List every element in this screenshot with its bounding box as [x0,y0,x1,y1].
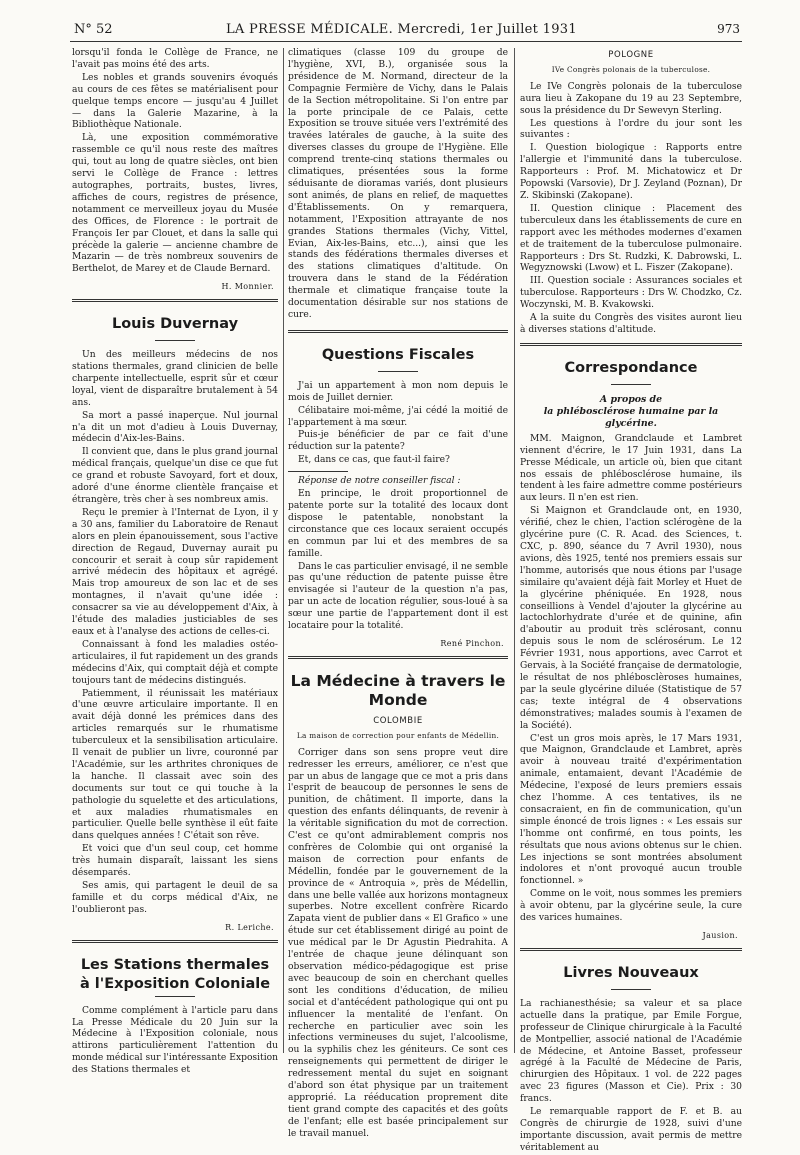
paragraph: Il convient que, dans le plus grand journal médical français, quelque'un dise ce que fut ce grand et robuste Savoyard, fort et doux, adoré d'une énorme clientèle française et étrangère, très cher à ses nombreux amis. [72,447,278,505]
paragraph: Les questions à l'ordre du jour sont les suivantes : [520,118,742,141]
title-underline [378,371,418,372]
header-rule [70,41,742,42]
signature: René Pinchon. [440,638,504,648]
journal-title: LA PRESSE MÉDICALE. Mercredi, 1er Juillet 1931 [226,22,577,37]
paragraph: Le IVe Congrès polonais de la tuberculose aura lieu à Zakopane du 19 au 23 Septembre, sous la présidence du Dr Sewevyn Sterling. [520,81,742,116]
paragraph: Les nobles et grands souvenirs évoqués au cours de ces fêtes se matérialisent pour quelque temps encore — jusqu'au 4 Juillet — dans la Galerie Mazarine, à la Bibliothèque Nationale. [72,72,278,131]
paragraph: lorsqu'il fonda le Collège de France, ne l'avait pas moins été des arts. [72,48,278,70]
paragraph: climatiques (classe 109 du groupe de l'hygiène, XVI, B.), organisée sous la présidence de M. Normand, directeur de la Compagnie Fermière de Vichy, dans le Palais de la Section métropolitaine. Si l'on entre par la porte principale de ce Palais, cette Exposition se trouve située vers l'extrémité des travées latérales de gauche, à la suite des diverses classes du groupe de l'Hygiène. Elle comprend trente-cinq stations thermales ou climatiques, présentées sous la forme séduisante de dioramas variés, dont plusieurs sont animés, de plans en relief, de maquettes d'Établissements. On y remarquera, notamment, l'Exposition attrayante de nos grandes Stations thermales (Vichy, Vittel, Evian, Aix-les-Bains, etc...), ainsi que les stands des fédérations thermales diverses et des stations climatiques d'altitude. On trouvera dans le stand de la Fédération thermale et climatique française toute la documentation désirable sur nos stations de cure. [288,48,508,320]
section-divider [288,656,508,660]
column-2 [288,48,508,1139]
paragraph: Connaissant à fond les maladies ostéo-articulaires, il fut rapidement un des grands médecins d'Aix, qui comptait déjà et compte toujours tant de médecins distingués. [72,639,278,686]
paragraph: III. Question sociale : Assurances sociales et tuberculose. Rapporteurs : Drs W. Chodzko, Cz. Woczynski, M. B. Kvakowski. [520,276,742,311]
section-divider [72,940,278,944]
paragraph: Comme complément à l'article paru dans La Presse Médicale du 20 Juin sur la Médecine à l'Exposition coloniale, nous attirons particulièrement l'attention du monde médical sur l'intéressante Exposition des Stations thermales et [72,1005,278,1076]
paragraph: II. Question clinique : Placement des tuberculeux dans les établissements de cure en rapport avec les méthodes modernes d'examen et de traitement de la tuberculose pulmonaire. Rapporteurs : Drs St. Rudzki, K. Dabrowski, L. Wegyznowski (Lwow) et L. Fiszer (Zakopane). [520,203,742,274]
paragraph: Patiemment, il réunissait les matériaux d'une œuvre articulaire importante. Il en avait déjà donné les prémices dans des articles remarqués sur le rhumatisme tuberculeux et la sensibilisation articulaire. Il venait de publier un livre, couronné par l'Académie, sur les arthrites chroniques de la hanche. Il classait avec soin des documents sur tout ce qui touche à la pathologie du squelette et des articulations, et aux maladies rhumatismales en particulier. Quelle belle synthèse il eût faite dans quelques années ! C'était son rêve. [72,688,278,842]
paragraph: Corriger dans son sens propre veut dire redresser les erreurs, améliorer, ce n'est que par un abus de langage que ce mot a pris dans l'esprit de beaucoup de personnes le sens de punition, de châtiment. Il importe, dans la question des enfants délinquants, de revenir à la véritable signification du mot de correction. C'est ce qu'ont admirablement compris nos confrères de Colombie qui ont organisé la maison de correction pour enfants de Médellin, fondée par le gouvernement de la province de « Antroquia », près de Médellin, dans une belle vallée aux horizons montagneux superbes. Notre excellent confrère Ricardo Zapata vient de publier dans « El Grafico » une étude sur cet établissement dirigé au point de vue médical par le Dr Agustin Piedrahita. A l'entrée de chaque jeune délinquant son observation médico-pédagogique est prise avec beaucoup de soin en cherchant quelles sont les conditions d'éducation, de milieu social et d'antécédent pathologique qui ont pu influencer la mentalité de l'enfant. On recherche en particulier avec soin les infections vermineuses du sujet, l'alcoolisme, ou la syphilis chez les géniteurs. Ce sont ces renseignements qui permettent de diriger le redressement mental du sujet en soignant d'abord son état physique par un traitement approprié. La rééducation proprement dite tient grand compte des capacités et des goûts de l'enfant; elle est basée principalement sur le travail manuel. [288,747,508,1139]
divider [288,471,348,472]
title-line-1: Les Stations thermales [80,956,270,973]
issue-number: N° 52 [74,22,113,37]
section-divider [72,299,278,303]
section-divider [520,343,742,347]
column-divider-2 [514,48,515,1053]
paragraph: Célibataire moi-même, j'ai cédé la moitié de l'appartement à ma sœur. [288,405,508,428]
signature: R. Leriche. [225,922,274,932]
paragraph: Ses amis, qui partagent le deuil de sa famille et du corps médical d'Aix, ne l'oublieront pas. [72,881,278,915]
section-divider [288,330,508,334]
article-title-monde: La Médecine à travers le Monde [290,671,506,709]
subtitle-line-1: A propos de [599,393,663,405]
paragraph: I. Question biologique : Rapports entre l'allergie et l'immunité dans la tuberculose. Rapporteurs : Prof. M. Michatowicz et Dr Popowski (Varsovie), Dr J. Zeyland (Poznan), Dr Z. Skibinski (Zakopane). [520,143,742,201]
paragraph: C'est un gros mois après, le 17 Mars 1931, que Maignon, Grandclaude et Lambret, après avoir à nouveau traité d'expérimentation animale, entamaient, devant l'Académie de Médecine, l'exposé de leurs premiers essais chez l'homme. A ces tentatives, ils ne consacraient, en fin de communication, qu'un simple énoncé de trois lignes : « Les essais sur l'homme ont confirmé, en tous points, les résultats que nous avions obtenus sur le chien. Les injections se sont montrées absolument indolores et n'ont provoqué aucun trouble fonctionnel. » [520,733,742,887]
title-underline [611,384,651,385]
article-title-correspondance: Correspondance [564,359,698,376]
article-title-livres: Livres Nouveaux [563,964,699,981]
subheading: La maison de correction pour enfants de Médellin. [296,730,500,740]
subheading: IVe Congrès polonais de la tuberculose. [551,64,711,74]
page-number: 973 [717,22,740,36]
paragraph: Le remarquable rapport de F. et B. au Congrès de chirurgie de 1928, suivi d'une importante discussion, avait permis de mettre véritablement au [520,1107,742,1153]
country-heading: POLOGNE [608,50,654,60]
reply-heading: Réponse de notre conseiller fiscal : [298,476,461,487]
title-underline [611,989,651,990]
title-line-2: à l'Exposition Coloniale [79,975,271,992]
title-underline [155,340,195,341]
paragraph: Un des meilleurs médecins de nos stations thermales, grand clinicien de belle charpente intellectuelle, esprit sûr et cœur loyal, vient de disparaître brutalement à 54 ans. [72,350,278,408]
paragraph: Là, une exposition commémorative rassemble ce qu'il nous reste des maîtres qui, tout au long de quatre siècles, ont bien servi le Collège de France : lettres autographes, portraits, bustes, livres, affiches de cours, registres de présence, notamment ce merveilleux joyau du Musée des Offices, de Florence : le portrait de François Ier par Clouet, et dans la salle qui précède la galerie — ancienne chambre de Mazarin — de très nombreux souvenirs de Berthelot, de Marey et de Claude Bernard. [72,133,278,275]
column-1 [72,48,278,1076]
article-title-fiscales: Questions Fiscales [321,346,475,363]
paragraph: La rachianesthésie; sa valeur et sa place actuelle dans la pratique, par Emile Forgue, professeur de Clinique chirurgicale à la Faculté de Montpellier, associé national de l'Académie de Médecine, et Antoine Basset, professeur agrégé à la Faculté de Médecine de Paris, chirurgien des Hôpitaux. 1 vol. de 222 pages avec 23 figures (Masson et Cie). Prix : 30 francs. [520,998,742,1105]
paragraph: Reçu le premier à l'Internat de Lyon, il y a 30 ans, familier du Laboratoire de Renaut alors en plein épanouissement, sous l'active direction de Regaud, Duvernay aurait pu concourir et serait à coup sûr rapidement arrivé médecin des hôpitaux et agrégé. Mais trop amoureux de son lac et de ses montagnes, il n'avait qu'une idée : consacrer sa vie au développement d'Aix, à l'étude des maladies justiciables de ses eaux et à l'analyse des actions de celles-ci. [72,507,278,637]
paragraph: Dans le cas particulier envisagé, il ne semble pas qu'une réduction de patente puisse être envisagée si l'auteur de la question n'a pas, par un acte de location régulier, sous-loué à sa sœur une partie de l'appartement dont il est locataire pour la totalité. [288,561,508,632]
paragraph: A la suite du Congrès des visites auront lieu à diverses stations d'altitude. [520,313,742,335]
column-3 [520,48,742,1153]
country-heading: COLOMBIE [373,715,423,726]
article-title-duvernay: Louis Duvernay [111,316,239,333]
signature: H. Monnier. [221,282,274,292]
paragraph: MM. Maignon, Grandclaude et Lambret viennent d'écrire, le 17 Juin 1931, dans La Presse Médicale, un article où, bien que citant nos essais de phlébosclérose humaine, ils tendent à les faire admettre comme postérieurs aux leurs. Il n'en est rien. [520,433,742,504]
paragraph: Et voici que d'un seul coup, cet homme très humain disparaît, laissant les siens désemparés. [72,844,278,879]
paragraph: Et, dans ce cas, que faut-il faire? [298,455,450,466]
paragraph: Sa mort a passé inaperçue. Nul journal n'a dit un mot d'adieu à Louis Duvernay, médecin d'Aix-les-Bains. [72,410,278,445]
paragraph: En principe, le droit proportionnel de patente porte sur la totalité des locaux dont dispose le patentable, nonobstant la circonstance que ces locaux seraient occupés en commun par lui et des membres de sa famille. [288,489,508,559]
signature: Jausion. [702,931,738,940]
column-divider-1 [283,48,284,1053]
subtitle-line-2: la phlébosclérose humaine par la glycérine. [543,405,719,429]
paragraph: Si Maignon et Grandclaude ont, en 1930, vérifié, chez le chien, l'action sclérogène de la glycérine pure (C. R. Acad. des Sciences, t. CXC, p. 890, séance du 7 Avril 1930), nous avions, dès 1925, tenté nos premiers essais sur l'homme, autorisés que nous étions par l'usage similaire qu'avaient déjà fait Morley et Huet de la glycérine phéniquée. En 1928, nous conseillions à Vendel d'ajouter la glycérine au lactochlorhydrate d'urée et de quinine, afin d'aboutir au produit très sclérosant, connu depuis sous le nom de sclérosérum. Le 12 Février 1931, nous apportions, avec Carrot et Gervais, à la Société française de dermatologie, le résultat de nos phlébosclèroses humaines, par la seule glycérine diluée (Statistique de 57 cas; texte intégral de 4 observations démonstratives; malades soumis à l'examen de la Société). [520,506,742,731]
article-title-stations [72,956,278,994]
section-divider [520,948,742,952]
paragraph: Puis-je bénéficier de par ce fait d'une réduction sur la patente? [288,430,508,453]
paragraph: Comme on le voit, nous sommes les premiers à avoir obtenu, par la glycérine seule, la cure des varices humaines. [520,889,742,924]
paragraph: J'ai un appartement à mon nom depuis le mois de Juillet dernier. [288,380,508,403]
title-underline [155,996,195,997]
